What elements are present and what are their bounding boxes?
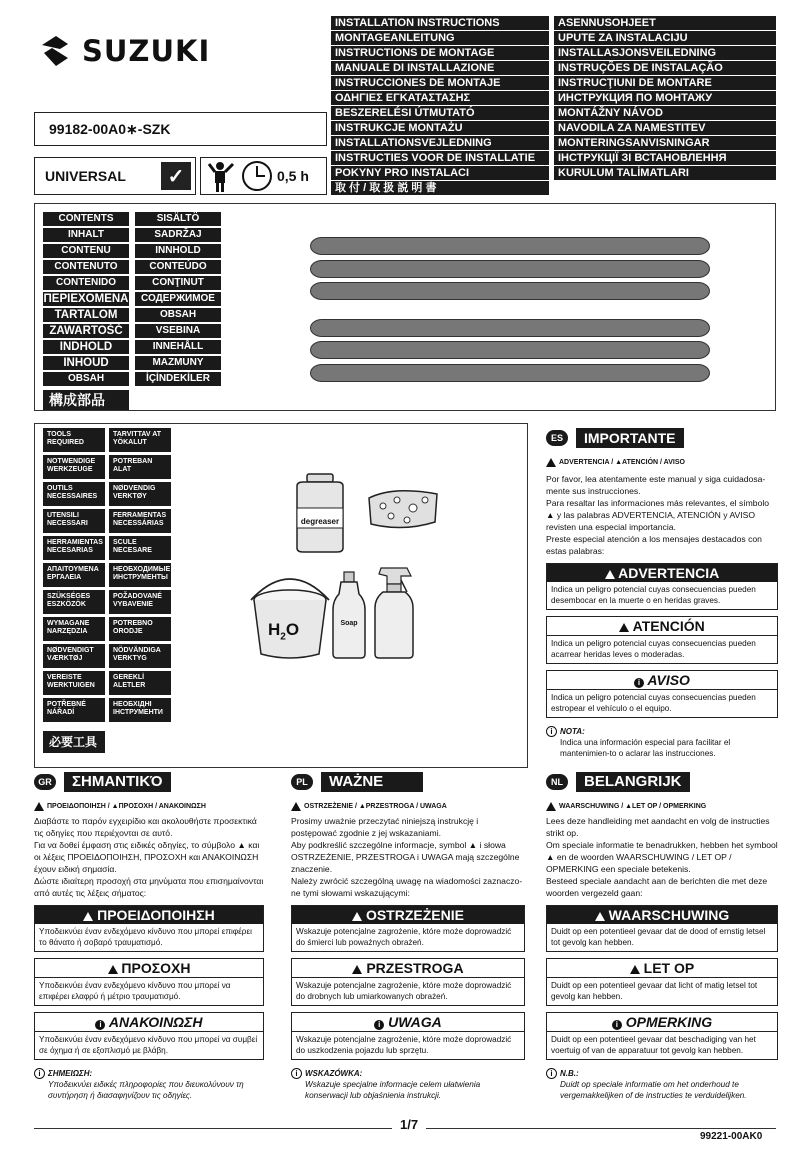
note-title: i N.B.: [546, 1068, 778, 1079]
warning-triangle-icon [291, 802, 301, 811]
sponge-icon [363, 484, 443, 534]
tools-label: POTŘEBNÉ NÁŘADÍ [43, 698, 105, 722]
warning-triangle-icon [595, 912, 605, 921]
tools-label: NØDVENDIGT VÆRKTØJ [43, 644, 105, 668]
section-header [546, 772, 778, 792]
tools-label: НЕОБХІДНІ ІНСТРУМЕНТИ [109, 698, 171, 722]
tools-label: NÖDVÄNDIGA VERKTYG [109, 644, 171, 668]
contents-label: CONTEÚDO [135, 260, 221, 274]
signal-header: i OPMERKING [547, 1013, 777, 1032]
contents-label: INNEHÅLL [135, 340, 221, 354]
title-item: INSTRUÇÕES DE INSTALAÇÃO [554, 61, 776, 75]
paragraph: Om speciale informatie te benadrukken, hebben het symbool ▲ en de woorden WAARSCHUWING / LET OP / OPMERKING een speciale betekenis. [546, 840, 778, 874]
note-text: Υποδεικνύει ειδικές πληροφορίες που διευκολύνουν τη συντήρηση ή διασαφηνίζουν τις οδηγίες. [48, 1080, 244, 1100]
contents-label: ZAWARTOŚĆ [43, 324, 129, 338]
tools-label: NØDVENDIG VERKTØY [109, 482, 171, 506]
signal-box-caution [546, 616, 778, 664]
warning-triangle-icon [83, 912, 93, 921]
signal-text: Indica un peligro potencial cuyas consecuencias pueden desembocar en la muerte o en heridas graves. [551, 585, 756, 605]
warning-triangle-icon [546, 802, 556, 811]
signal-header: PRZESTROGA [292, 959, 524, 978]
signal-text: Indica un peligro potencial cuyas consecuencias pueden estropear el vehículo o el equipo. [551, 693, 756, 713]
tools-label: OUTILS NECESSAIRES [43, 482, 105, 506]
title-item: INSTALLATION INSTRUCTIONS [331, 16, 549, 30]
tools-label: GEREKLİ ALETLER [109, 671, 171, 695]
contents-label: MAZMUNY [135, 356, 221, 370]
signal-header: i AVISO [547, 671, 777, 690]
signal-box-caution [546, 958, 778, 1006]
paragraph: Para resaltar las informaciones más relevantes, el símbolo ▲ y las palabras ADVERTENCIA, ATENCIÓN y AVISO revisten una especial importancia. [546, 498, 770, 532]
tools-label: POTREBAN ALAT [109, 455, 171, 479]
contents-label: SADRŽAJ [135, 228, 221, 242]
trim-strip [310, 341, 710, 359]
tools-label: TARVITTAV AT YÖKALUT [109, 428, 171, 452]
tools-labels [43, 428, 171, 722]
info-icon: i [546, 1068, 557, 1079]
signal-box-caution [34, 958, 264, 1006]
signal-header: ΠΡΟΕΙΔΟΠΟΙΗΣΗ [35, 906, 263, 924]
title-item: INSTALLASJONSVEILEDNING [554, 46, 776, 60]
info-icon: i [34, 1068, 45, 1079]
contents-label: SISÄLTÖ [135, 212, 221, 226]
paragraph: Aby podkreślić szczególne informacje, symbol ▲ i słowa OSTRZEŻENIE, PRZESTROGA i UWAGA mają szczególne znaczenie. [291, 840, 520, 874]
contents-label: INNHOLD [135, 244, 221, 258]
section-gr [34, 772, 264, 1101]
title-item: MONTERINGSANVISNINGAR [554, 136, 776, 150]
paragraph: Δώστε ιδιαίτερη προσοχή στα μηνύματα που επισημαίνονται από αυτές τις λέξεις σήματος: [34, 876, 264, 898]
signal-text: Indica un peligro potencial cuyas consecuencias pueden acarrear heridas leves o moderadas. [551, 639, 756, 659]
signal-header: WAARSCHUWING [547, 906, 777, 924]
water-bucket-icon [245, 566, 335, 662]
titles-left [331, 16, 549, 195]
degreaser-can-icon [289, 472, 351, 554]
paragraph: Διαβάστε το παρόν εγχειρίδιο και ακολουθήστε προσεκτικά τις οδηγίες που περιέχονται σε αυτό. [34, 816, 257, 838]
trim-strip [310, 364, 710, 382]
contents-label: INHALT [43, 228, 129, 242]
title-item: ASENNUSOHJEET [554, 16, 776, 30]
section-title: ΣΗΜΑΝΤΙΚΌ [64, 772, 171, 792]
title-item: INSTRUCTIES VOOR DE INSTALLATIE [331, 151, 549, 165]
title-item: MONTÁŽNY NÁVOD [554, 106, 776, 120]
signal-text: Duidt op een potentieel gevaar dat beschadiging van het voertuig of van de apparatuur tot gevolg kan hebben. [551, 1035, 756, 1055]
info-icon: i [546, 726, 557, 737]
suzuki-logo [38, 30, 238, 72]
title-item: INSTRUKCJE MONTAŻU [331, 121, 549, 135]
paragraph: Για να δοθεί έμφαση στις ειδικές οδηγίες, το σύμβολο ▲ και οι λέξεις ΠΡΟΕΙΔΟΠΟΙΗΣΗ, ΠΡΟΣΟΧΗ και ΑΝΑΚΟΙΝΩΣΗ έχουν ειδική σημασία. [34, 840, 260, 874]
signal-header: ΠΡΟΣΟΧΗ [35, 959, 263, 978]
country-code: PL [291, 774, 313, 790]
tools-label: UTENSILI NECESSARI [43, 509, 105, 533]
note-title: i ΣΗΜΕΙΩΣΗ: [34, 1068, 264, 1079]
time-value: 0,5 h [277, 168, 309, 184]
paragraph: Prosimy uważnie przeczytać niniejszą instrukcję i postępować zgodnie z jej wskazaniami. [291, 816, 479, 838]
paragraph: Besteed speciale aandacht aan de berichten die met deze woorden vergezeld gaan: [546, 876, 768, 898]
contents-box [34, 203, 776, 411]
contents-label: OBSAH [135, 308, 221, 322]
signal-header: LET OP [547, 959, 777, 978]
title-item: KURULUM TALİMATLARI [554, 166, 776, 180]
signal-box-caution [291, 958, 525, 1006]
section-header [291, 772, 525, 792]
tools-label: NOTWENDIGE WERKZEUGE [43, 455, 105, 479]
contents-label: TARTALOM [43, 308, 129, 322]
paragraph: Por favor, lea atentamente este manual y siga cuidadosa-mente sus instrucciones. [546, 474, 766, 496]
clock-icon [241, 160, 273, 192]
note-title: i WSKAZÓWKA: [291, 1068, 525, 1079]
paragraph: Należy zwrócić szczególną uwagę na wiadomości zaznaczo-ne tymi słowami wskazującymi: [291, 876, 523, 898]
signal-text: Υποδεικνύει έναν ενδεχόμενο κίνδυνο που μπορεί να συμβεί σε όχημα ή σε εξοπλισμό με βλάβη. [39, 1035, 258, 1055]
info-icon: i [634, 678, 644, 688]
title-item: INSTRUCŢIUNI DE MONTARE [554, 76, 776, 90]
note-title: i NOTA: [546, 726, 778, 737]
trim-strip [310, 237, 710, 255]
soap-label: Soap [340, 620, 358, 627]
trim-strip [310, 319, 710, 337]
warning-triangle-icon [352, 912, 362, 921]
signal-words-line: OSTRZEŻENIE / ▲PRZESTROGA / UWAGA [291, 802, 525, 811]
info-icon: i [612, 1020, 622, 1030]
note-text: Indica una información especial para facilitar el mantenimien-to o aclarar las instrucciones. [560, 738, 731, 758]
tools-label: SZÜKSÉGES ESZKÖZÖK [43, 590, 105, 614]
spray-bottle-icon [373, 562, 425, 662]
tools-label: ΑΠΑΙΤΟΥΜΕΝΑ ΕΡΓΑΛΕΙΑ [43, 563, 105, 587]
soap-bottle-icon [331, 570, 367, 660]
warning-triangle-icon [605, 570, 615, 579]
signal-box-warning [546, 905, 778, 952]
warning-triangle-icon [619, 623, 629, 632]
section-pl [291, 772, 525, 1101]
signal-text: Wskazuje potencjalne zagrożenie, które może doprowadzić do drobnych lub umiarkowanych obrażeń. [296, 981, 512, 1001]
signal-text: Υποδεικνύει έναν ενδεχόμενο κίνδυνο που μπορεί να επιφέρει ελαφρύ ή μέτριο τραυματισμό. [39, 981, 231, 1001]
page-number: 1/7 [392, 1117, 426, 1132]
title-item: ΟΔΗΓΙΕΣ ΕΓΚΑΤΑΣΤΑΣΗΣ [331, 91, 549, 105]
section-title: BELANGRIJK [576, 772, 690, 792]
tools-label: TOOLS REQUIRED [43, 428, 105, 452]
contents-label: INDHOLD [43, 340, 129, 354]
titles-right [554, 16, 776, 180]
suzuki-s-icon [38, 33, 74, 69]
contents-label: CONTENUTO [43, 260, 129, 274]
signal-header: i UWAGA [292, 1013, 524, 1032]
tools-box [34, 423, 528, 768]
signal-box-notice [546, 1012, 778, 1060]
signal-words-line: ΠΡΟΕΙΔΟΠΟΙΗΣΗ / ▲ΠΡΟΣΟΧΗ / ΑΝΑΚΟΙΝΩΣΗ [34, 802, 264, 811]
contents-label: ΠΕΡΙΕΧΟΜΕΝΑ [43, 293, 129, 305]
signal-text: Duidt op een potentieel gevaar dat de dood of ernstig letsel tot gevolg kan hebben. [551, 927, 766, 947]
tools-label: SCULE NECESARE [109, 536, 171, 560]
title-item: UPUTE ZA INSTALACIJU [554, 31, 776, 45]
water-label: $H_2O$ [268, 620, 300, 643]
title-item: INSTALLATIONSVEJLEDNING [331, 136, 549, 150]
contents-label: VSEBINA [135, 324, 221, 338]
warning-triangle-icon [546, 458, 556, 467]
info-icon: i [291, 1068, 302, 1079]
contents-label: İÇİNDEKİLER [135, 372, 221, 386]
warning-triangle-icon [352, 965, 362, 974]
part-number: 99182-00A0∗-SZK [34, 112, 327, 146]
fit-label: UNIVERSAL [45, 168, 126, 184]
warning-triangle-icon [108, 965, 118, 974]
tools-label-jp: 必要工具 [43, 731, 105, 753]
signal-box-warning [34, 905, 264, 952]
signal-text: Duidt op een potentieel gevaar dat licht of matig letsel tot gevolg kan hebben. [551, 981, 758, 1001]
signal-text: Wskazuje potencjalne zagrożenie, które może doprowadzić do śmierci lub poważnych obrażeń. [296, 927, 512, 947]
signal-box-notice [34, 1012, 264, 1060]
title-item: INSTRUCTIONS DE MONTAGE [331, 46, 549, 60]
signal-header: i ΑΝΑΚΟΙΝΩΣΗ [35, 1013, 263, 1032]
tools-label: POTREBNO ORODJE [109, 617, 171, 641]
tools-label: WYMAGANE NARZĘDZIA [43, 617, 105, 641]
check-icon: ✓ [161, 162, 191, 190]
info-icon: i [95, 1020, 105, 1030]
section-header [546, 428, 778, 448]
note-text: Wskazuje specjalne informacje celem ułatwienia konserwacji lub objaśnienia instrukcji. [305, 1080, 481, 1100]
contents-label: CONTENTS [43, 212, 129, 226]
trim-strip [310, 282, 710, 300]
section-nl [546, 772, 778, 1101]
signal-box-notice [291, 1012, 525, 1060]
signal-words-line: WAARSCHUWING / ▲LET OP / OPMERKING [546, 802, 778, 811]
signal-text: Υποδεικνύει έναν ενδεχόμενο κίνδυνο που μπορεί επιφέρει το θάνατο ή σοβαρό τραυματισμό. [39, 927, 252, 947]
title-item: INSTRUCCIONES DE MONTAJE [331, 76, 549, 90]
signal-text: Wskazuje potencjalne zagrożenie, które może doprowadzić do uszkodzenia pojazdu lub sprzętu. [296, 1035, 512, 1055]
title-item: MONTAGEANLEITUNG [331, 31, 549, 45]
section-es [546, 428, 778, 759]
contents-label: CONŢINUT [135, 276, 221, 290]
signal-box-warning [546, 563, 778, 610]
mechanic-icon [207, 160, 237, 192]
warning-triangle-icon [34, 802, 44, 811]
tools-label: НЕОБХОДИМЫЕ ИНСТРУМЕНТЫ [109, 563, 171, 587]
paragraph: Lees deze handleiding met aandacht en volg de instructies strikt op. [546, 816, 770, 838]
signal-box-warning [291, 905, 525, 952]
tools-label: HERRAMIENTAS NECESARIAS [43, 536, 105, 560]
paragraph: Preste especial atención a los mensajes destacados con estas palabras: [546, 534, 762, 556]
signal-header: OSTRZEŻENIE [292, 906, 524, 924]
country-code: GR [34, 774, 56, 790]
fit-box [34, 157, 196, 195]
signal-box-notice [546, 670, 778, 718]
brand-name: SUZUKI [82, 34, 211, 68]
title-item: ИНСТРУКЦИЯ ПО МОНТАЖУ [554, 91, 776, 105]
tools-label: FERRAMENTAS NECESSÁRIAS [109, 509, 171, 533]
country-code: ES [546, 430, 568, 446]
title-item: ІНСТРУКЦІЇ ЗІ ВСТАНОВЛЕННЯ [554, 151, 776, 165]
contents-label: CONTENU [43, 244, 129, 258]
note-text: Duidt op speciale informatie om het onderhoud te vergemakkelijken of de instructies te verduidelijken. [560, 1080, 747, 1100]
degreaser-label: degreaser [300, 517, 340, 526]
section-title: IMPORTANTE [576, 428, 684, 448]
title-item: 取 付 / 取 扱 説 明 書 [331, 181, 549, 195]
signal-header: ATENCIÓN [547, 617, 777, 636]
warning-triangle-icon [630, 965, 640, 974]
signal-words-line: ADVERTENCIA / ▲ATENCIÓN / AVISO [546, 458, 778, 467]
country-code: NL [546, 774, 568, 790]
title-item: BESZERELÉSI ÚTMUTATÓ [331, 106, 549, 120]
trim-strip [310, 260, 710, 278]
title-item: NAVODILA ZA NAMESTITEV [554, 121, 776, 135]
title-item: MANUALE DI INSTALLAZIONE [331, 61, 549, 75]
install-time [200, 157, 327, 195]
tools-label: POŽADOVANÉ VYBAVENIE [109, 590, 171, 614]
contents-label: INHOUD [43, 356, 129, 370]
section-header [34, 772, 264, 792]
title-item: POKYNY PRO INSTALACI [331, 166, 549, 180]
contents-label: СОДЕРЖИМОЕ [135, 292, 221, 306]
tools-label: VEREISTE WERKTUIGEN [43, 671, 105, 695]
contents-label: CONTENIDO [43, 276, 129, 290]
section-title: WAŻNE [321, 772, 423, 792]
contents-labels [43, 212, 221, 386]
info-icon: i [374, 1020, 384, 1030]
document-code: 99221-00AK0 [700, 1131, 763, 1142]
signal-header: ADVERTENCIA [547, 564, 777, 582]
contents-label-jp: 構成部品 [43, 390, 129, 410]
contents-label: OBSAH [43, 372, 129, 386]
